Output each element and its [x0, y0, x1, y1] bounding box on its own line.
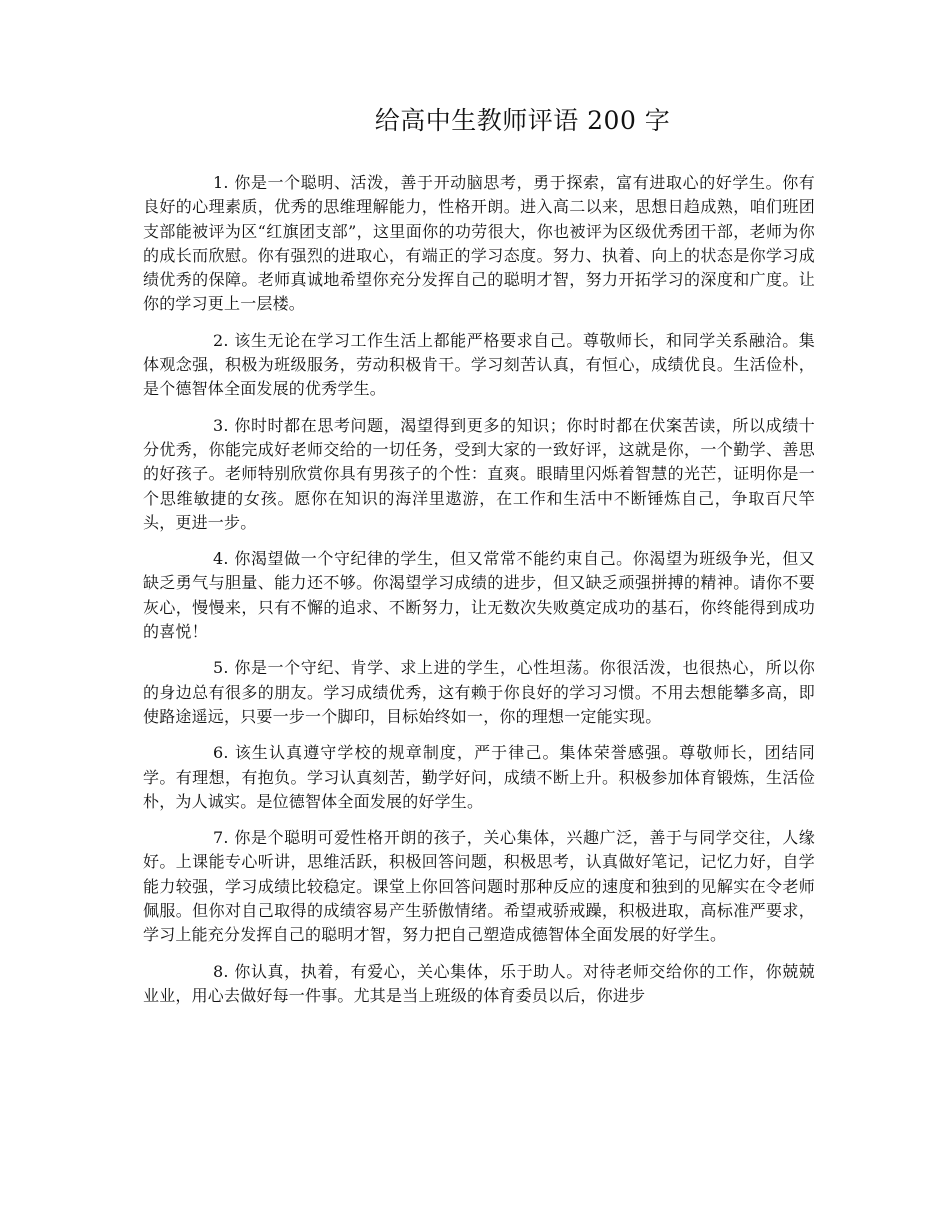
paragraph-1: 1. 你是一个聪明、活泼，善于开动脑思考，勇于探索，富有进取心的好学生。你有良好的心理素质，优秀的思维理解能力，性格开朗。进入高二以来，思想日趋成熟，咱们班团支部能被评为区“红旗团支部”，这里面你的功劳很大，你也被评为区级优秀团干部，老师为你的成长而欣慰。你有强烈的进取心，有端正的学习态度。努力、执着、向上的状态是你学习成绩优秀的保障。老师真诚地希望你充分发挥自己的聪明才智，努力开拓学习的深度和广度。让你的学习更上一层楼。	[143, 173, 815, 314]
paragraph-2: 2. 该生无论在学习工作生活上都能严格要求自己。尊敬师长，和同学关系融洽。集体观念强，积极为班级服务，劳动积极肯干。学习刻苦认真，有恒心，成绩优良。生活俭朴，是个德智体全面发展的优秀学生。	[143, 330, 815, 399]
paragraph-4: 4. 你渴望做一个守纪律的学生，但又常常不能约束自己。你渴望为班级争光，但又缺乏勇气与胆量、能力还不够。你渴望学习成绩的进步，但又缺乏顽强拼搏的精神。请你不要灰心，慢慢来，只有不懈的追求、不断努力，让无数次失败奠定成功的基石，你终能得到成功的喜悦！	[143, 549, 815, 642]
paragraph-7: 7. 你是个聪明可爱性格开朗的孩子，关心集体，兴趣广泛，善于与同学交往，人缘好。上课能专心听讲，思维活跃，积极回答问题，积极思考，认真做好笔记，记忆力好，自学能力较强，学习成绩比较稳定。课堂上你回答问题时那种反应的速度和独到的见解实在令老师佩服。但你对自己取得的成绩容易产生骄傲情绪。希望戒骄戒躁，积极进取，高标准严要求，学习上能充分发挥自己的聪明才智，努力把自己塑造成德智体全面发展的好学生。	[143, 828, 815, 945]
paragraph-5: 5. 你是一个守纪、肯学、求上进的学生，心性坦荡。你很活泼，也很热心，所以你的身边总有很多的朋友。学习成绩优秀，这有赖于你良好的学习习惯。不用去想能攀多高，即使路途遥远，只要一步一个脚印，目标始终如一，你的理想一定能实现。	[143, 658, 815, 726]
paragraph-8: 8. 你认真，执着，有爱心，关心集体，乐于助人。对待老师交给你的工作，你兢兢业业，用心去做好每一件事。尤其是当上班级的体育委员以后，你进步	[143, 961, 815, 1005]
document-title: 给高中生教师评语 200 字	[374, 106, 671, 135]
paragraph-6: 6. 该生认真遵守学校的规章制度，严于律己。集体荣誉感强。尊敬师长，团结同学。有理想，有抱负。学习认真刻苦，勤学好问，成绩不断上升。积极参加体育锻炼，生活俭朴，为人诚实。是位德智体全面发展的好学生。	[143, 743, 815, 811]
document-body	[143, 171, 815, 1020]
paragraph-3: 3. 你时时都在思考问题，渴望得到更多的知识；你时时都在伏案苦读，所以成绩十分优秀，你能完成好老师交给的一切任务，受到大家的一致好评，这就是你，一个勤学、善思的好孩子。老师特别欣赏你具有男孩子的个性：直爽。眼睛里闪烁着智慧的光芒，证明你是一个思维敏捷的女孩。愿你在知识的海洋里遨游，在工作和生活中不断锤炼自己，争取百尺竿头，更进一步。	[143, 415, 815, 532]
